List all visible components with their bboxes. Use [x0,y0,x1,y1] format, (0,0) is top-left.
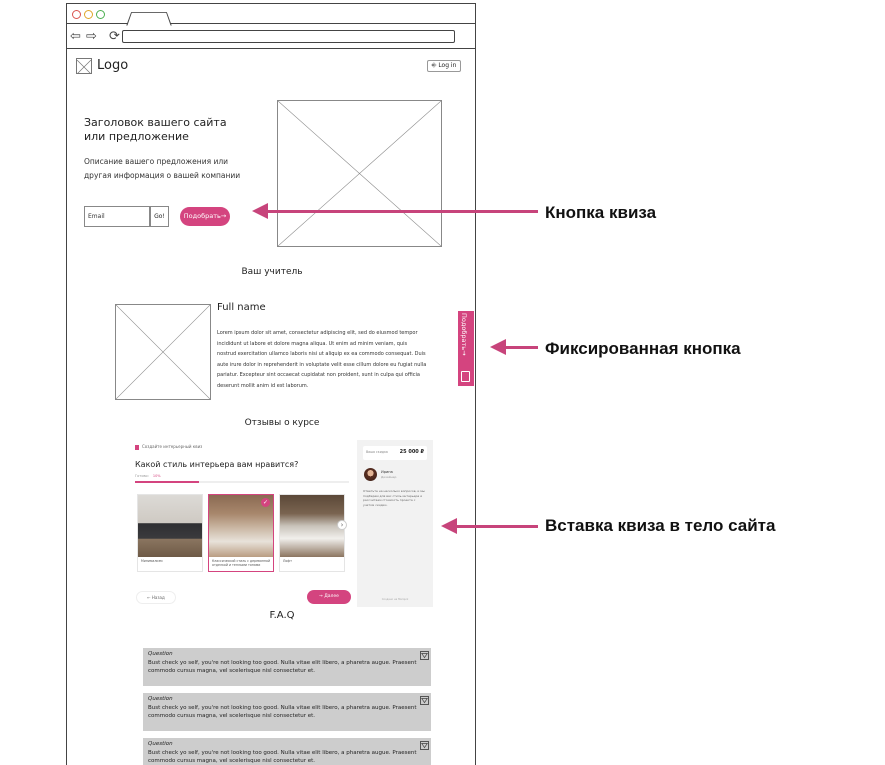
quiz-progress-label: Готово: [135,474,149,478]
faq-question: Question [148,741,173,747]
reviews-section-title: Отзывы о курсе [244,418,320,428]
embedded-quiz [131,438,433,608]
faq-answer: Bust check yo self, you're not looking too good. Nulla vitae elit libero, a pharetra augue. Praesent commodo cursus magna, vel scelerisque nisl consectetur et. [148,750,417,764]
annotation-arrowhead [490,339,506,355]
hero-title: Заголовок вашего сайта или предложение [84,116,227,143]
browser-nav-bar [67,24,475,49]
quiz-option-card[interactable] [137,494,203,572]
fixed-quiz-button[interactable] [458,311,474,386]
quiz-brand-icon [135,445,139,450]
quiz-option-label: Лофт [283,559,292,563]
fixed-quiz-button-label: Подобрать→ [460,313,468,356]
email-input[interactable]: Email [84,206,150,227]
teacher-bio: Lorem ipsum dolor sit amet, consectetur adipiscing elit, sed do eiusmod tempor incididunt ut labore et dolore magna aliqua. Ut enim ad minim veniam, quis nostrud exercitation ullamco laboris nisi ut aliquip ex ea commodo consequat. Duis aute irure dolor in reprehenderit in voluptate velit esse cillum dolore eu fugiat nulla pariatur. Excepteur sint occaecat cupidatat non proident, sunt in culpa qui officia deserunt mollit anim id est laborum. [217,330,427,389]
consultant-role: Дизайнер [381,475,397,479]
forward-arrow-icon[interactable]: ⇨ [86,29,97,44]
faq-toggle-icon[interactable] [420,651,429,660]
quiz-progress-text [135,474,161,478]
annotation-arrowhead [441,518,457,534]
quiz-brand [135,444,202,450]
quiz-next-button[interactable]: → Далее [307,590,351,604]
close-window-icon[interactable] [72,10,81,19]
faq-toggle-icon[interactable] [420,696,429,705]
faq-answer: Bust check yo self, you're not looking too good. Nulla vitae elit libero, a pharetra augue. Praesent commodo cursus magna, vel scelerisque nisl consectetur et. [148,705,417,719]
faq-item[interactable] [143,738,431,765]
quiz-option-image [138,495,202,557]
quiz-footer-link[interactable]: Создано на Marquiz [381,598,409,601]
chevron-right-icon[interactable]: › [337,520,347,530]
logo-text: Logo [97,58,129,73]
checkmark-icon: ✓ [262,499,269,506]
quiz-sidebar [357,440,433,607]
quiz-back-button[interactable]: ← Назад [136,591,176,604]
faq-answer: Bust check yo self, you're not looking too good. Nulla vitae elit libero, a pharetra augue. Praesent commodo cursus magna, vel scelerisque nisl consectetur et. [148,660,417,674]
faq-item[interactable] [143,693,431,731]
quiz-option-card[interactable] [208,494,274,572]
teacher-name: Full name [217,302,266,313]
quiz-bonus-label: Ваша скидка [366,450,388,454]
reload-icon[interactable]: ⟳ [109,29,120,44]
teacher-photo-placeholder-icon [115,304,211,400]
consultant-name: Ирина [381,470,393,474]
faq-item[interactable] [143,648,431,686]
annotation-fixed-button: Фиксированная кнопка [545,339,741,358]
quiz-option-image [280,495,344,557]
annotation-arrowhead [252,203,268,219]
browser-window [66,3,476,765]
title-bar [67,4,475,24]
quiz-question: Какой стиль интерьера вам нравится? [135,460,299,469]
login-button[interactable] [427,60,461,72]
landing-page [67,50,475,765]
faq-section-title: F.A.Q [269,610,295,621]
annotation-arrow-embedded-quiz [456,525,538,528]
logo-image-placeholder-icon [76,58,92,74]
faq-toggle-icon[interactable] [420,741,429,750]
faq-question: Question [148,651,173,657]
faq-question: Question [148,696,173,702]
back-arrow-icon[interactable]: ⇦ [70,29,81,44]
login-icon: ⎆ [431,62,439,69]
login-label: Log in [438,62,457,69]
quiz-cta-button[interactable]: Подобрать→ [180,207,230,226]
minimize-window-icon[interactable] [84,10,93,19]
form-icon [461,371,470,382]
quiz-progress-value: 10% [152,474,161,478]
quiz-progress-bar [135,481,349,483]
annotation-quiz-button: Кнопка квиза [545,203,657,222]
quiz-option-label: Минимализм [141,559,163,563]
hero-image-placeholder-icon [277,100,442,247]
quiz-progress-fill [135,481,199,483]
consultant-avatar [364,468,377,481]
address-bar[interactable] [122,30,455,43]
quiz-bonus-value: 25 000 ₽ [399,449,424,455]
hero-description: Описание вашего предложения или другая информация о вашей компании [84,157,241,180]
quiz-option-card[interactable] [279,494,345,572]
quiz-bonus-box [363,446,427,460]
consultant-message: Ответьте на несколько вопросов, и мы подберем для вас стиль интерьера и рассчитаем стоимость проекта с учетом скидки. [363,489,425,507]
go-button[interactable]: Go! [150,206,169,227]
teacher-section-title: Ваш учитель [241,267,303,277]
quiz-brand-text: Создайте интерьерный квиз [142,444,203,449]
annotation-arrow-fixed-button [505,346,538,349]
quiz-option-label: Классический стиль с деревянной отделкой и теплыми тонами [212,559,271,567]
annotation-embedded-quiz: Вставка квиза в тело сайта [545,516,776,535]
annotation-arrow-quiz-button [266,210,538,213]
maximize-window-icon[interactable] [96,10,105,19]
